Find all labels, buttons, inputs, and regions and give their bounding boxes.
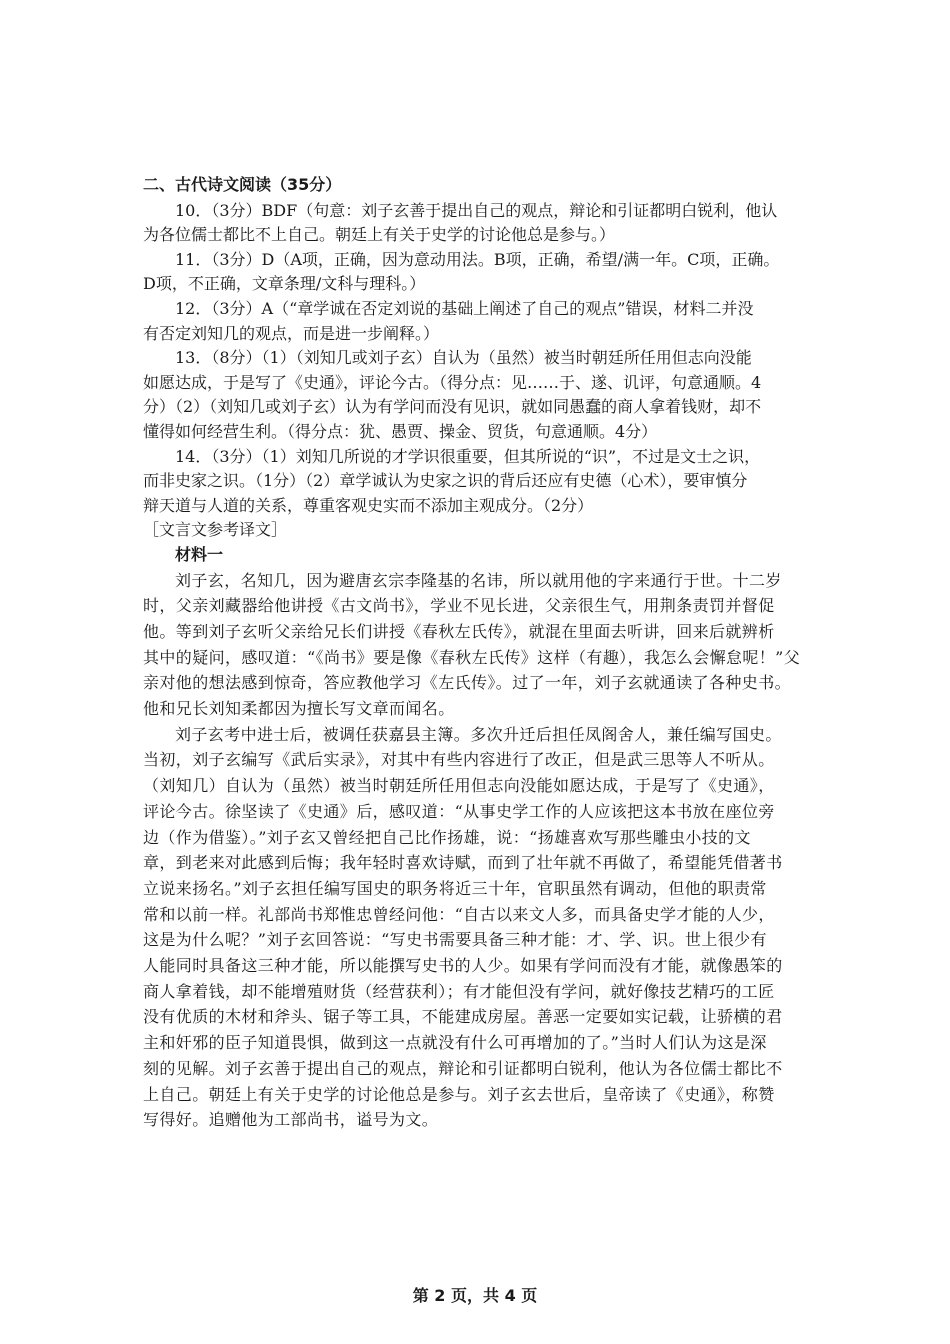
translation-line: 当初，刘子玄编写《武后实录》，对其中有些内容进行了改正，但是武三思等人不听从。 (143, 750, 775, 770)
answer-line: 有否定刘知几的观点，而是进一步阐释。） (143, 323, 440, 343)
translation-line: 其中的疑问，感叹道：“《尚书》要是像《春秋左氏传》这样（有趣），我怎么会懈怠呢！”父 (143, 647, 801, 667)
answer-line: 如愿达成，于是写了《史通》，评论今古。（得分点：见……于、遂、讥评，句意通顺。4 (143, 372, 762, 392)
answer-line: 分）（2）（刘知几或刘子玄）认为有学问而没有见识，就如同愚蠢的商人拿着钱财，却不 (143, 397, 762, 417)
answer-line: 12．（3分）A（“章学诚在否定刘说的基础上阐述了自己的观点”错误，材料二并没 (175, 298, 754, 318)
answer-line: 辩天道与人道的关系，尊重客观史实而不添加主观成分。（2分） (143, 495, 594, 515)
page-footer: 第 2 页，共 4 页 (412, 1286, 538, 1305)
answer-line: 为各位儒士都比不上自己。朝廷上有关于史学的讨论他总是参与。） (143, 225, 616, 245)
answer-line: 10．（3分）BDF（句意：刘子玄善于提出自己的观点，辩论和引证都明白锐利，他认 (175, 200, 778, 220)
answer-line: 14．（3分）（1）刘知几所说的才学识很重要，但其所说的“识”，不过是文士之识， (175, 446, 761, 466)
translation-line: 评论今古。徐坚读了《史通》后，感叹道：“从事史学工作的人应该把这本书放在座位旁 (143, 801, 775, 821)
translation-line: 上自己。朝廷上有关于史学的讨论他总是参与。刘子玄去世后，皇帝读了《史通》，称赞 (143, 1084, 775, 1104)
translation-line: 常和以前一样。礼部尚书郑惟忠曾经问他：“自古以来文人多，而具备史学才能的人少， (143, 904, 775, 924)
answers-block (143, 199, 808, 519)
translation-line: 主和奸邪的臣子知道畏惧，做到这一点就没有什么可再增加的了。”当时人们认为这是深 (143, 1033, 767, 1053)
translation-line: 他和兄长刘知柔都因为擅长写文章而闻名。 (143, 699, 455, 719)
translation-line: 写得好。追赠他为工部尚书，谥号为文。 (143, 1110, 439, 1130)
answer-line: 11．（3分）D（A项，正确，因为意动用法。B项，正确，希望/满一年。C项，正确。 (175, 249, 780, 269)
translation-line: 没有优质的木材和斧头、锯子等工具，不能建成房屋。善恶一定要如实记载，让骄横的君 (143, 1007, 783, 1027)
translation-line: 时，父亲刘藏器给他讲授《古文尚书》，学业不见长进，父亲很生气，用荆条责罚并督促 (143, 596, 775, 616)
translation-line: 刘子玄考中进士后，被调任获嘉县主簿。多次升迁后担任凤阁舍人，兼任编写国史。 (175, 724, 782, 744)
translation-block (143, 568, 808, 1133)
translation-line: 刘子玄，名知几，因为避唐玄宗李隆基的名讳，所以就用他的字来通行于世。十二岁 (175, 570, 782, 590)
translation-line: 他。等到刘子玄听父亲给兄长们讲授《春秋左氏传》，就混在里面去听讲，回来后就辨析 (143, 621, 775, 641)
answer-line: 13．（8分）（1）（刘知几或刘子玄）自认为（虽然）被当时朝廷所任用但志向没能 (175, 348, 752, 368)
translation-line: 商人拿着钱，却不能增殖财货（经营获利）；有才能但没有学问，就好像技艺精巧的工匠 (143, 981, 775, 1001)
translation-line: 章，到老来对此感到后悔；我年轻时喜欢诗赋，而到了壮年就不再做了，希望能凭借著书 (143, 853, 783, 873)
answer-line: 而非史家之识。（1分）（2）章学诚认为史家之识的背后还应有史德（心术），要审慎分 (143, 471, 748, 491)
translation-line: 边（作为借鉴）。”刘子玄又曾经把自己比作扬雄，说：“扬雄喜欢写那些雕虫小技的文 (143, 827, 751, 847)
translation-line: 刻的见解。刘子玄善于提出自己的观点，辩论和引证都明白锐利，他认为各位儒士都比不 (143, 1058, 783, 1078)
section-title: 二、古代诗文阅读（35分） (143, 175, 342, 194)
translation-title: ［文言文参考译文］ (143, 520, 288, 540)
material-title: 材料一 (175, 544, 224, 564)
translation-line: 人能同时具备这三种才能，所以能撰写史书的人少。如果有学问而没有才能，就像愚笨的 (143, 956, 783, 976)
translation-line: （刘知几）自认为（虽然）被当时朝廷所任用但志向没能如愿达成，于是写了《史通》， (143, 776, 775, 796)
answer-line: D项，不正确，文章条理/文科与理科。） (143, 274, 426, 294)
translation-line: 亲对他的想法感到惊奇，答应教他学习《左氏传》。过了一年，刘子玄就通读了各种史书。 (143, 673, 792, 693)
page-content (143, 173, 808, 1133)
translation-line: 立说来扬名。”刘子玄担任编写国史的职务将近三十年，官职虽然有调动，但他的职责常 (143, 878, 767, 898)
translation-line: 这是为什么呢？”刘子玄回答说：“写史书需要具备三种才能：才、学、识。世上很少有 (143, 930, 767, 950)
answer-line: 懂得如何经营生利。（得分点：犹、愚贾、操金、贸货，句意通顺。4分） (143, 421, 658, 441)
